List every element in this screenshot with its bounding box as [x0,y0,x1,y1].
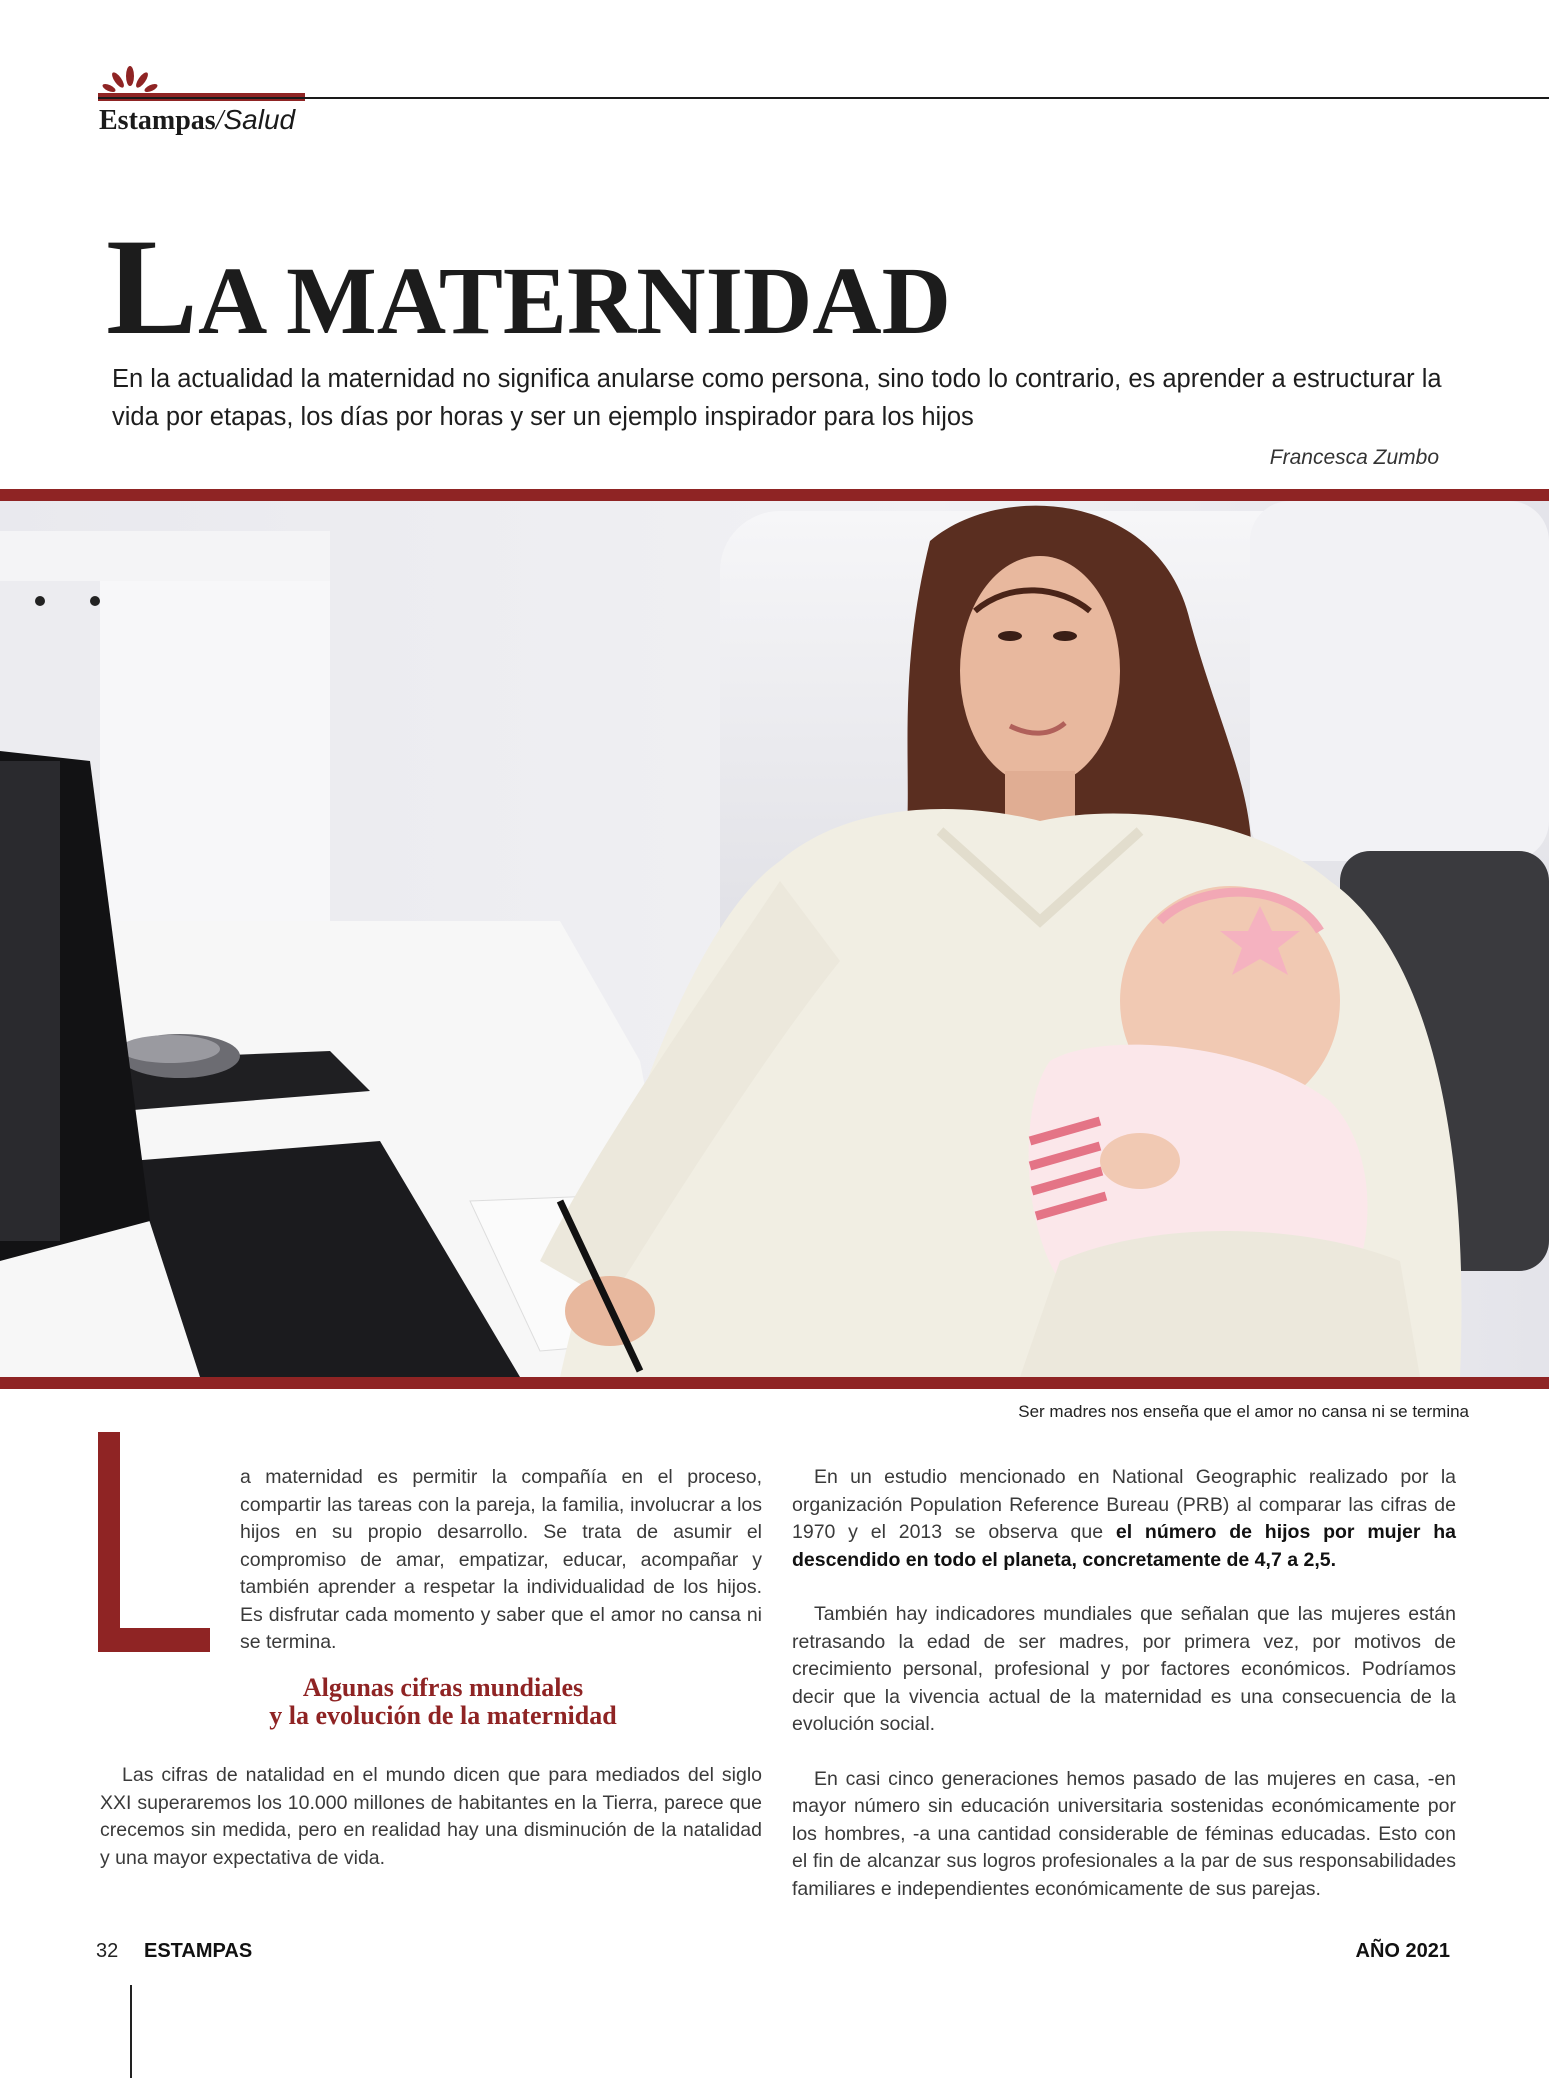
photo-top-bar [0,489,1549,501]
footer-brand: ESTAMPAS [144,1940,253,1962]
paragraph-study [792,1464,1456,1574]
dropcap-foot [98,1628,210,1652]
page-title [106,210,951,363]
mother-baby-photo-illustration [0,501,1549,1377]
article-photo [0,501,1549,1377]
footer-divider [130,1985,132,2078]
section-heading-line1: Algunas cifras mundiales [302,1673,584,1702]
section-brand: Estampas [99,105,216,136]
intro-paragraph: a maternidad es permitir la compañía en el proceso, compartir las tareas con la pareja, la familia, involucrar a los hijos en su propio desarrollo. Se trata de asumir el compromiso de amar, empatizar, educar, acompañar y también aprender a respetar la individualidad de los hijos. Es disfrutar cada momento y saber que el amor no cansa ni se termina. [240,1466,762,1653]
section-heading-line2: y la evolución de la maternidad [269,1701,617,1730]
article-subtitle: En la actualidad la maternidad no significa anularse como persona, sino todo lo contrario, es aprender a estructurar la vida por etapas, los días por horas y ser un ejemplo inspirador para los hijos [112,365,1442,431]
section-heading [200,1674,686,1730]
flower-logo-icon [100,64,160,96]
header-rule [98,97,1549,99]
section-label [99,104,295,137]
section-separator: / [215,105,224,136]
paragraph-natality: Las cifras de natalidad en el mundo dicen que para mediados del siglo XXI superaremos los 10.000 millones de habitantes en la Tierra, parece que crecemos sin medida, pero en realidad hay una disminución de la natalidad y una mayor expectativa de vida. [100,1764,762,1869]
article-author: Francesca Zumbo [1269,446,1439,469]
title-rest: A MATERNIDAD [198,247,951,354]
paragraph-study-highlight: el número de hijos por mujer ha descendido en todo el planeta, concretamente de 4,7 a 2,5. [792,1521,1456,1571]
footer-year: AÑO 2021 [1355,1940,1450,1962]
page-number: 32 [96,1940,119,1962]
column-right [792,1464,1456,1930]
photo-caption: Ser madres nos enseña que el amor no cansa ni se termina [1018,1402,1469,1421]
paragraph-indicators: También hay indicadores mundiales que señalan que las mujeres están retrasando la edad de ser madres, por primera vez, por motivos de crecimiento personal, profesional y por factores económicos. Podríamos decir que la vivencia actual de la maternidad es una consecuencia de la evolución social. [792,1603,1456,1735]
section-name: Salud [223,104,296,135]
title-initial: L [106,210,199,363]
dropcap-stem [98,1432,120,1652]
paragraph-generations: En casi cinco generaciones hemos pasado de las mujeres en casa, -en mayor número sin educación universitaria sostenidas económicamente por los hombres, -a una cantidad considerable de féminas educadas. Esto con el fin de alcanzar sus logros profesionales a la par de sus responsabilidades familiares e independientes económicamente de sus parejas. [792,1767,1456,1900]
paragraph-study-text: En un estudio mencionado en National Geographic realizado por la organización Population Reference Bureau (PRB) al comparar las cifras de 1970 y el 2013 se observa que [792,1466,1456,1543]
photo-bottom-bar [0,1377,1549,1389]
dropcap-letter [98,1432,210,1652]
